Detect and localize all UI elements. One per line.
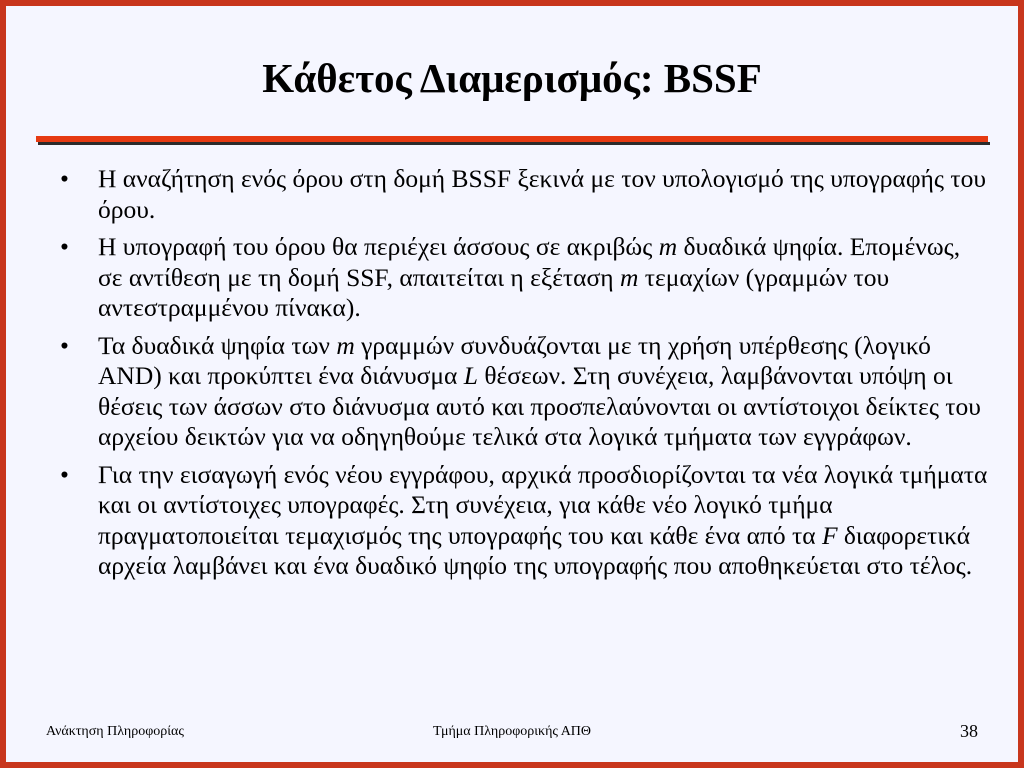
bullet-text: δυαδικά ψηφία. Επομένως, σε αντίθεση με τη δομή SSF, απαιτείται η εξέταση: [98, 232, 961, 292]
bullet-text: διαφορετικά αρχεία λαμβάνει και ένα δυαδικό ψηφίο της υπογραφής που αποθηκεύεται στο τέλος.: [98, 520, 973, 580]
bullet-text: Για την εισαγωγή ενός νέου εγγράφου, αρχικά προσδιορίζονται τα νέα λογικά τμήματα και οι αντίστοιχες υπογραφές. Στη συνέχεια, για κάθε νέο λογικό τμήμα πραγματοποιείται τεμαχισμός της υπογραφής του και κάθε ένα από τα: [98, 459, 988, 550]
bullet-item-3: [60, 331, 990, 453]
bullet-text: τεμαχίων (γραμμών του αντεστραμμένου πίνακα).: [98, 262, 890, 322]
bullet-icon: •: [60, 164, 69, 193]
bullet-icon: •: [60, 330, 69, 360]
bullet-text: Τα δυαδικά ψηφία των: [98, 330, 337, 360]
bullet-icon: •: [60, 459, 69, 489]
bullet-item-2: [60, 232, 990, 324]
title-divider-shadow: [38, 142, 990, 145]
footer-course-name: Ανάκτηση Πληροφορίας: [46, 724, 184, 739]
page-number: 38: [960, 721, 978, 741]
bullet-text: Η αναζήτηση ενός όρου στη δομή BSSF ξεκινά με τον υπολογισμό της υπογραφής του όρου.: [98, 164, 986, 224]
bullet-item-4: [60, 460, 990, 582]
bullet-text: θέσεων. Στη συνέχεια, λαμβάνονται υπόψη οι θέσεις των άσσων στο διάνυσμα αυτό και προσπελαύνονται οι αντίστοιχοι δείκτες του αρχείου δεικτών για να οδηγηθούμε τελικά στα λογικά τμήματα των εγγράφων.: [98, 361, 981, 451]
bullet-item-1: [60, 164, 990, 225]
math-variable: m: [658, 232, 678, 261]
bullet-text: γραμμών συνδυάζονται με τη χρήση υπέρθεσης (λογικό AND) και προκύπτει ένα διάνυσμα: [98, 330, 931, 390]
math-variable: m: [620, 262, 639, 292]
math-variable: m: [336, 330, 355, 360]
footer-department: Τμήμα Πληροφορικής ΑΠΘ: [432, 724, 592, 739]
bullet-list: [60, 164, 990, 589]
bullet-icon: •: [60, 232, 69, 261]
math-variable: F: [821, 520, 838, 550]
bullet-text: Η υπογραφή του όρου θα περιέχει άσσους σε ακριβώς: [98, 232, 659, 261]
math-variable: L: [463, 361, 478, 390]
slide-title: Κάθετος Διαμερισμός: BSSF: [262, 55, 762, 101]
